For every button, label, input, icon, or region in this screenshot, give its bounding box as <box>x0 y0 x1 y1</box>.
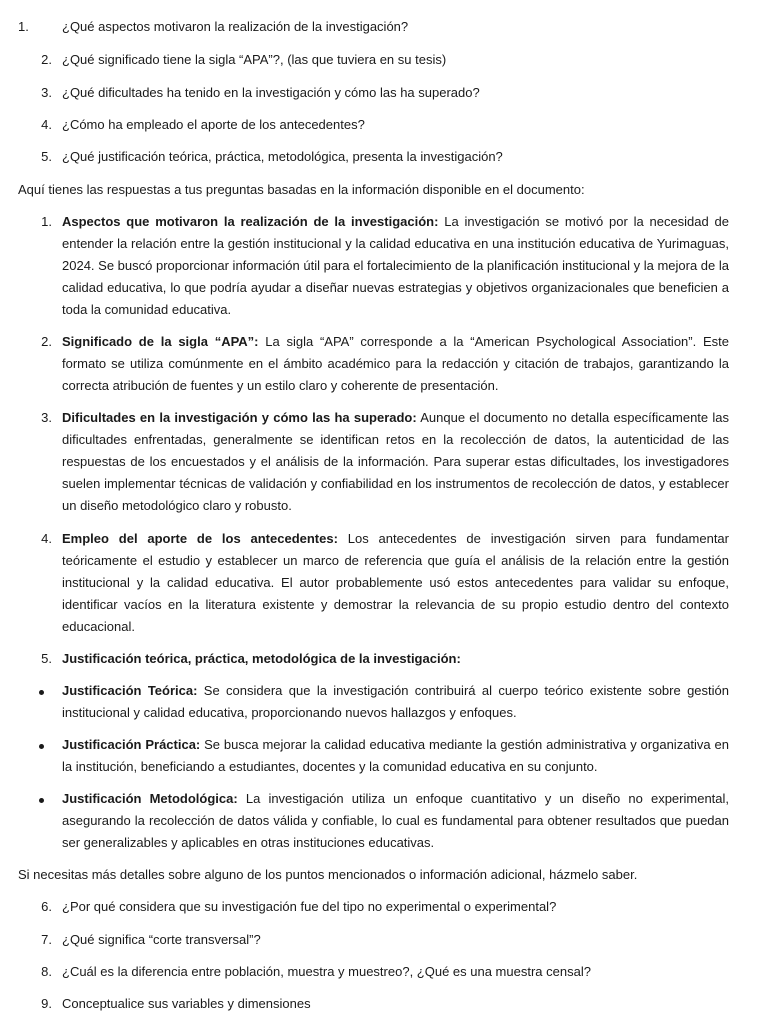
answer-body: Aunque el documento no detalla específicamente las dificultades enfrentadas, generalmente se identifican retos en la recolección de datos, la autenticidad de las respuestas de los encuestados y el análisis de la información. Para superar estas dificultades, los investigadores suelen implementar técnicas de validación y confiabilidad en los instrumentos de recolección de datos, y establecer un diseño metodológico claro y robusto. <box>62 410 730 513</box>
bullet-body: La investigación utiliza un enfoque cuantitativo y un diseño no experimental, asegurando la recolección de datos válida y confiable, lo cual es fundamental para obtener resultados que puedan ser generalizables y aplicables en otras instituciones educativas. <box>62 791 730 850</box>
intro-text: Aquí tienes las respuestas a tus preguntas basadas en la información disponible en el documento: <box>18 182 585 197</box>
answer-paragraph <box>62 648 729 670</box>
bullet-body: Se considera que la investigación contribuirá al cuerpo teórico existente sobre gestión institucional y calidad educativa, proporcionando nuevos hallazgos y enfoques. <box>62 683 729 720</box>
bullet-title: Justificación Práctica: <box>62 737 201 752</box>
list-number: 2. <box>41 334 52 349</box>
list-number: 5. <box>41 149 52 164</box>
answer-body: La sigla “APA” corresponde a la “American Psychological Association”. Este formato se utiliza comúnmente en el ámbito académico para la redacción y citación de trabajos, garantizando la correcta atribución de fuentes y un estilo claro y coherente de presentación. <box>62 334 729 393</box>
question-text: ¿Qué significado tiene la sigla “APA”?, (las que tuviera en su tesis) <box>62 52 447 67</box>
question-text: ¿Cómo ha empleado el aporte de los antecedentes? <box>62 117 365 132</box>
answer-paragraph <box>62 331 729 397</box>
bullet-dot <box>39 798 44 803</box>
bullet-title: Justificación Metodológica: <box>62 791 238 806</box>
list-number: 4. <box>41 117 52 132</box>
question-text: ¿Qué significa “corte transversal”? <box>62 932 261 947</box>
bullet-title: Justificación Teórica: <box>62 683 198 698</box>
answer-paragraph <box>62 211 729 321</box>
bullet-paragraph <box>62 680 729 724</box>
answer-title: Significado de la sigla “APA”: <box>62 334 259 349</box>
bullet-body: Se busca mejorar la calidad educativa mediante la gestión administrativa y organizativa en la institución, beneficiando a estudiantes, docentes y la comunidad educativa en su conjunto. <box>62 737 729 774</box>
question-text: ¿Qué aspectos motivaron la realización de la investigación? <box>62 19 409 34</box>
list-number: 7. <box>41 932 52 947</box>
answer-title: Empleo del aporte de los antecedentes: <box>62 531 338 546</box>
question-text: ¿Por qué considera que su investigación fue del tipo no experimental o experimental? <box>62 899 557 914</box>
bullet-dot <box>39 690 44 695</box>
list-number: 1. <box>41 214 52 229</box>
bullet-dot <box>39 744 44 749</box>
answer-paragraph <box>62 407 729 517</box>
question-text: ¿Cuál es la diferencia entre población, muestra y muestreo?, ¿Qué es una muestra censal? <box>62 964 591 979</box>
answer-title: Justificación teórica, práctica, metodológica de la investigación: <box>62 651 461 666</box>
list-number: 3. <box>41 410 52 425</box>
list-number: 3. <box>41 85 52 100</box>
answer-paragraph <box>62 528 729 638</box>
question-text: ¿Qué justificación teórica, práctica, metodológica, presenta la investigación? <box>62 149 503 164</box>
answer-title: Aspectos que motivaron la realización de la investigación: <box>62 214 439 229</box>
list-number: 1. <box>18 19 29 34</box>
list-number: 4. <box>41 531 52 546</box>
answer-body: La investigación se motivó por la necesidad de entender la relación entre la gestión institucional y la calidad educativa en una institución educativa de Yurimaguas, 2024. Se buscó proporcionar información útil para el fortalecimiento de la planificación institucional y la mejora de la calidad educativa, lo que podría ayudar a diseñar nuevas estrategias y objetivos organizacionales que beneficien a toda la comunidad educativa. <box>62 214 729 317</box>
list-number: 6. <box>41 899 52 914</box>
closing-text: Si necesitas más detalles sobre alguno de los puntos mencionados o información adicional, házmelo saber. <box>18 867 638 882</box>
list-number: 8. <box>41 964 52 979</box>
list-number: 9. <box>41 996 52 1011</box>
list-number: 5. <box>41 651 52 666</box>
question-text: Conceptualice sus variables y dimensiones <box>62 996 311 1011</box>
bullet-paragraph <box>62 788 729 854</box>
question-text: ¿Qué dificultades ha tenido en la investigación y cómo las ha superado? <box>62 85 480 100</box>
list-number: 2. <box>41 52 52 67</box>
answer-body: Los antecedentes de investigación sirven para fundamentar teóricamente el estudio y establecer un marco de referencia que guía el análisis de la relación entre la gestión institucional y la calidad educativa. El autor probablemente usó estos antecedentes para validar su enfoque, identificar vacíos en la literatura existente y demostrar la relevancia de su propio estudio dentro del contexto educacional. <box>62 531 729 634</box>
bullet-paragraph <box>62 734 729 778</box>
answer-title: Dificultades en la investigación y cómo las ha superado: <box>62 410 417 425</box>
